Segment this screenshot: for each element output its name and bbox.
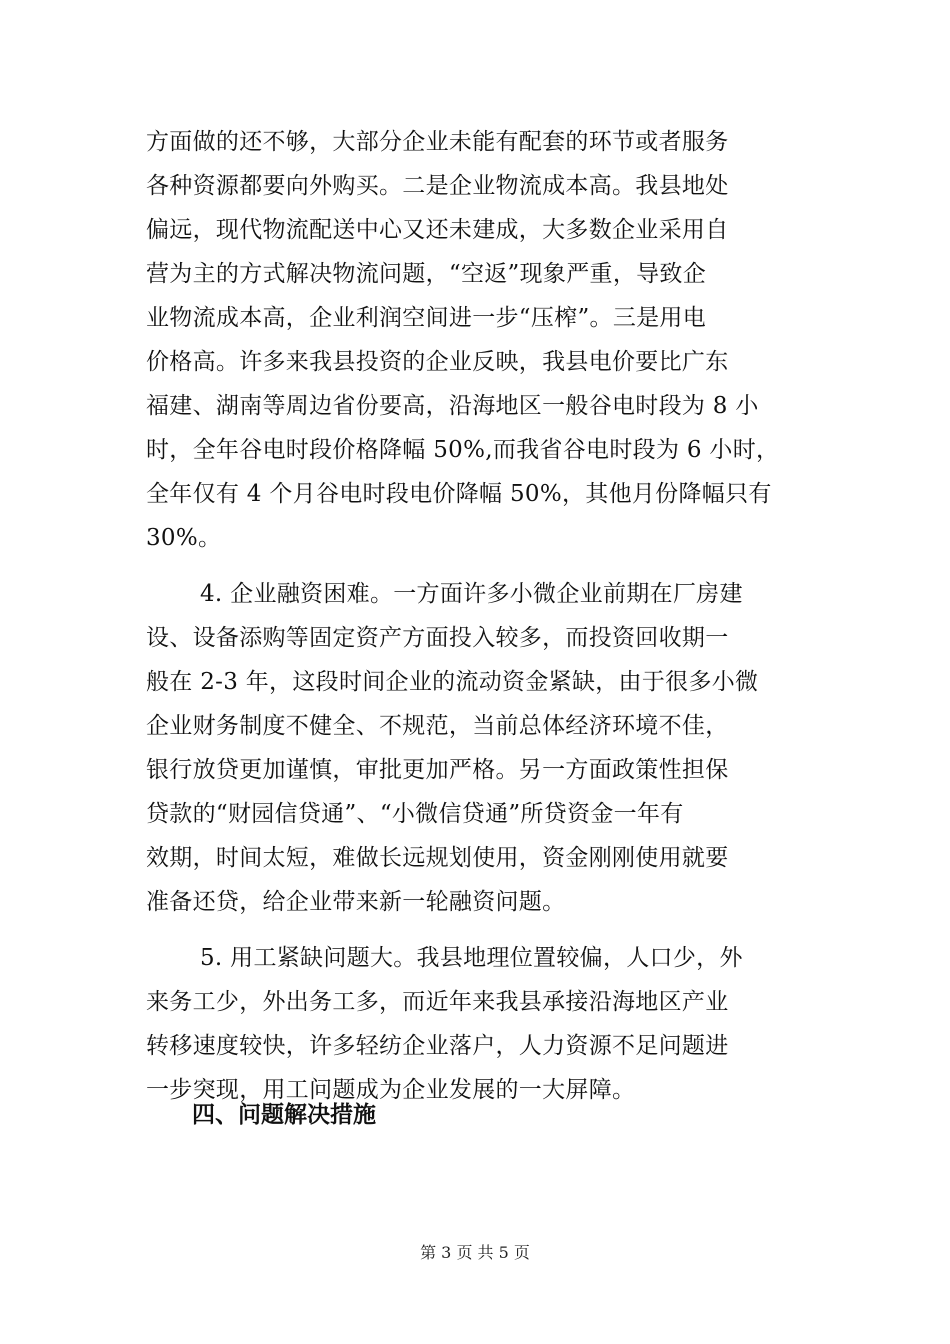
section-heading: 四、问题解决措施: [192, 1102, 376, 1128]
text-line: 福建、湖南等周边省份要高，沿海地区一般谷电时段为 8 小: [146, 393, 759, 419]
text-line: 各种资源都要向外购买。二是企业物流成本高。我县地处: [146, 173, 729, 199]
text-line: 一步突现，用工问题成为企业发展的一大屏障。: [146, 1077, 636, 1103]
text-line: 全年仅有 4 个月谷电时段电价降幅 50%，其他月份降幅只有: [146, 481, 772, 507]
text-line: 银行放贷更加谨慎，审批更加严格。另一方面政策性担保: [146, 757, 729, 783]
text-line: 贷款的“财园信贷通”、“小微信贷通”所贷资金一年有: [146, 801, 684, 827]
text-line: 转移速度较快，许多轻纺企业落户，人力资源不足问题进: [146, 1033, 729, 1059]
paragraph-4-start: 4. 企业融资困难。一方面许多小微企业前期在厂房建: [200, 581, 743, 607]
text-line: 企业财务制度不健全、不规范，当前总体经济环境不佳，: [146, 713, 729, 739]
text-line: 价格高。许多来我县投资的企业反映，我县电价要比广东: [146, 349, 729, 375]
text-line: 来务工少，外出务工多，而近年来我县承接沿海地区产业: [146, 989, 729, 1015]
text-line: 准备还贷，给企业带来新一轮融资问题。: [146, 889, 566, 915]
text-line: 方面做的还不够，大部分企业未能有配套的环节或者服务: [146, 129, 729, 155]
text-line: 效期，时间太短，难做长远规划使用，资金刚刚使用就要: [146, 845, 729, 871]
text-line: 时，全年谷电时段价格降幅 50%,而我省谷电时段为 6 小时，: [146, 437, 780, 463]
text-line: 设、设备添购等固定资产方面投入较多，而投资回收期一: [146, 625, 729, 651]
text-line: 30%。: [146, 525, 222, 551]
page-footer: 第 3 页 共 5 页: [420, 1243, 530, 1262]
paragraph-5-start: 5. 用工紧缺问题大。我县地理位置较偏，人口少，外: [200, 945, 743, 971]
text-line: 偏远，现代物流配送中心又还未建成，大多数企业采用自: [146, 217, 729, 243]
text-line: 般在 2-3 年，这段时间企业的流动资金紧缺，由于很多小微: [146, 669, 759, 695]
text-line: 营为主的方式解决物流问题，“空返”现象严重，导致企: [146, 261, 707, 287]
text-line: 业物流成本高，企业利润空间进一步“压榨”。三是用电: [146, 305, 707, 331]
